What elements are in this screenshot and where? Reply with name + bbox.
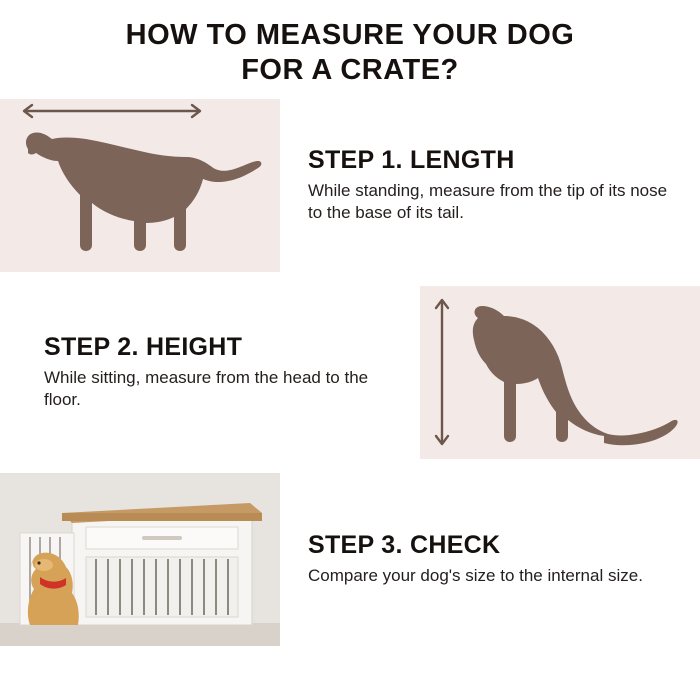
step-row-3 — [0, 473, 700, 646]
length-arrow-icon — [24, 105, 200, 117]
step-2-illustration — [420, 286, 700, 459]
step-2-description: While sitting, measure from the head to the floor. — [44, 367, 369, 410]
standing-dog-icon — [0, 99, 280, 272]
step-1-heading: STEP 1. LENGTH — [308, 145, 515, 174]
dog-crate-photo-icon — [0, 473, 280, 646]
row-divider-2 — [0, 459, 700, 473]
step-2-heading: STEP 2. HEIGHT — [44, 332, 243, 361]
step-3-illustration — [0, 473, 280, 646]
sitting-dog-icon — [420, 286, 700, 459]
page-title — [0, 0, 700, 99]
step-row-2 — [0, 286, 700, 459]
step-1-description: While standing, measure from the tip of its nose to the base of its tail. — [308, 180, 668, 223]
step-3-heading: STEP 3. CHECK — [308, 530, 501, 559]
step-1-text — [280, 99, 700, 272]
height-arrow-icon — [436, 300, 448, 444]
step-1-illustration — [0, 99, 280, 272]
title-line-2: FOR A CRATE? — [241, 54, 459, 87]
title-line-1: HOW TO MEASURE YOUR DOG — [125, 19, 575, 51]
step-3-description: Compare your dog's size to the internal size. — [308, 565, 643, 585]
row-divider-1 — [0, 272, 700, 286]
crate-photo — [0, 473, 280, 646]
step-2-text — [0, 286, 420, 459]
step-row-1 — [0, 99, 700, 272]
step-3-text — [280, 473, 700, 646]
